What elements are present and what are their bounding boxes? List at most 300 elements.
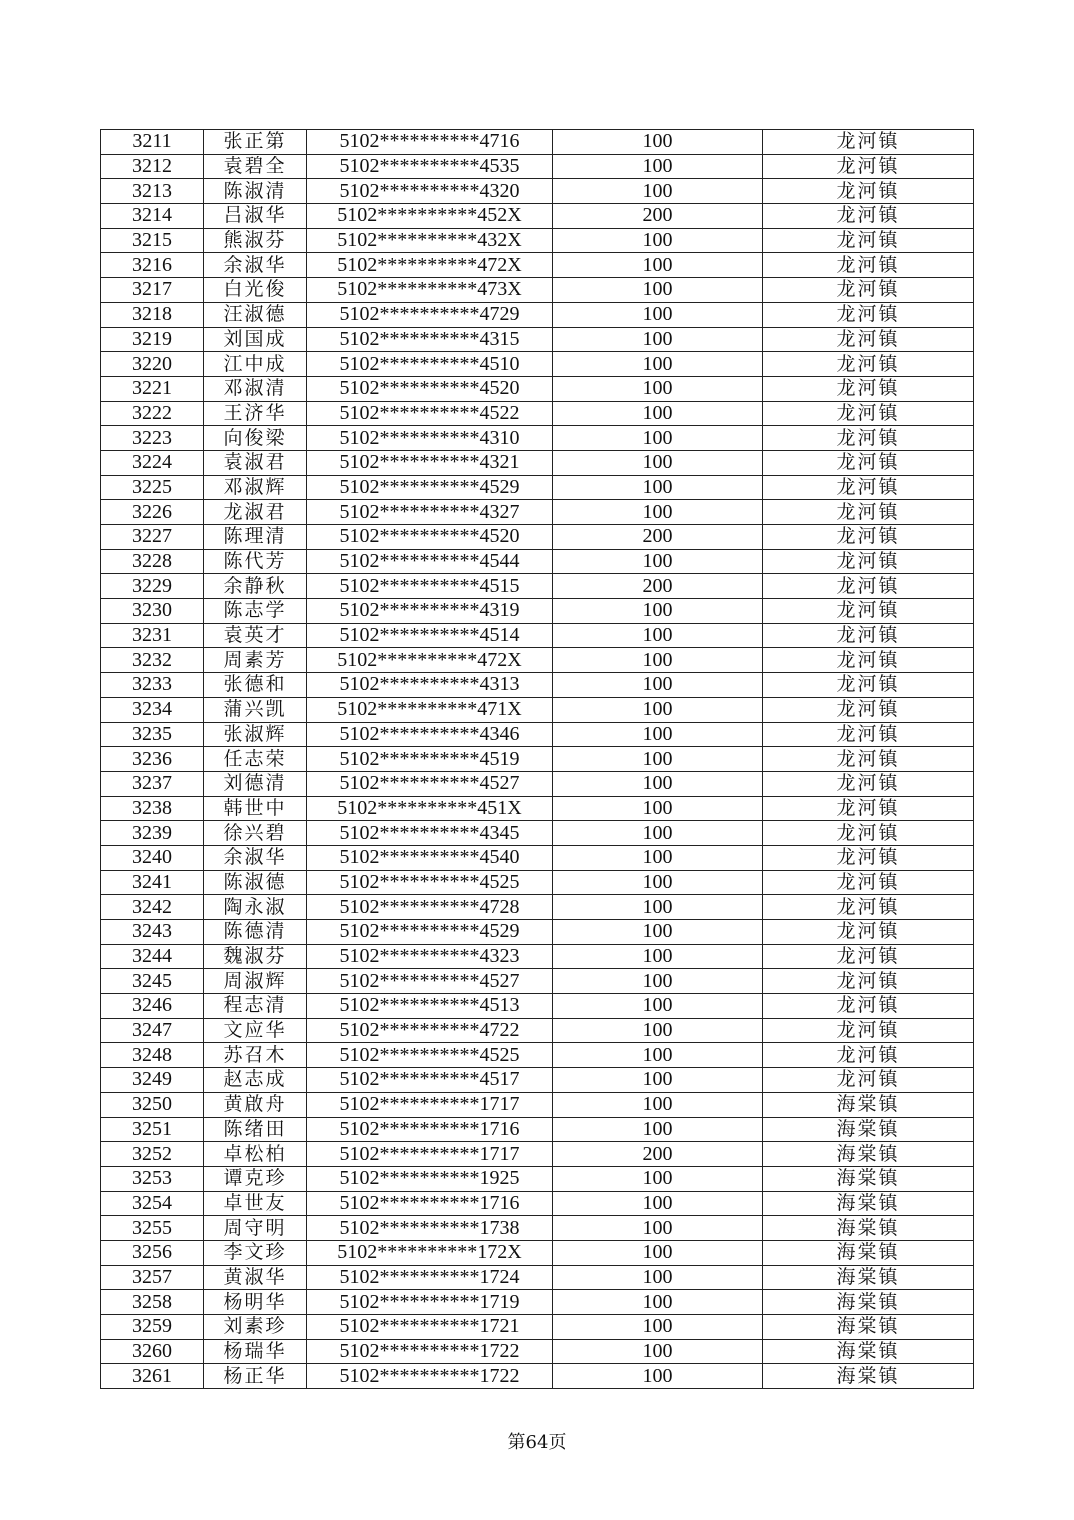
amount-cell: 100 (553, 771, 763, 796)
town-cell: 龙河镇 (763, 130, 974, 155)
serial-number-cell: 3222 (101, 401, 204, 426)
table-row (101, 1142, 974, 1167)
roster-table-body (101, 130, 974, 1389)
amount-cell: 100 (553, 500, 763, 525)
town-cell: 龙河镇 (763, 623, 974, 648)
serial-number-cell: 3256 (101, 1240, 204, 1265)
serial-number-cell: 3243 (101, 920, 204, 945)
amount-cell: 100 (553, 278, 763, 303)
town-cell: 海棠镇 (763, 1315, 974, 1340)
town-cell: 龙河镇 (763, 500, 974, 525)
town-cell: 龙河镇 (763, 228, 974, 253)
town-cell: 龙河镇 (763, 845, 974, 870)
name-cell: 白光俊 (204, 278, 307, 303)
table-row (101, 204, 974, 229)
serial-number-cell: 3224 (101, 450, 204, 475)
serial-number-cell: 3237 (101, 771, 204, 796)
town-cell: 龙河镇 (763, 1043, 974, 1068)
serial-number-cell: 3242 (101, 895, 204, 920)
table-row (101, 870, 974, 895)
id-number-cell: 5102**********1738 (307, 1216, 553, 1241)
table-row (101, 697, 974, 722)
name-cell: 周守明 (204, 1216, 307, 1241)
id-number-cell: 5102**********4520 (307, 376, 553, 401)
table-row (101, 845, 974, 870)
serial-number-cell: 3228 (101, 549, 204, 574)
table-row (101, 771, 974, 796)
serial-number-cell: 3260 (101, 1339, 204, 1364)
id-number-cell: 5102**********4729 (307, 302, 553, 327)
id-number-cell: 5102**********4327 (307, 500, 553, 525)
id-number-cell: 5102**********4346 (307, 722, 553, 747)
amount-cell: 100 (553, 623, 763, 648)
name-cell: 江中成 (204, 352, 307, 377)
table-row (101, 179, 974, 204)
id-number-cell: 5102**********1722 (307, 1364, 553, 1389)
roster-table (100, 129, 974, 1389)
id-number-cell: 5102**********452X (307, 204, 553, 229)
id-number-cell: 5102**********4510 (307, 352, 553, 377)
serial-number-cell: 3215 (101, 228, 204, 253)
id-number-cell: 5102**********472X (307, 648, 553, 673)
amount-cell: 100 (553, 179, 763, 204)
amount-cell: 100 (553, 302, 763, 327)
id-number-cell: 5102**********4323 (307, 944, 553, 969)
serial-number-cell: 3257 (101, 1265, 204, 1290)
serial-number-cell: 3254 (101, 1191, 204, 1216)
serial-number-cell: 3217 (101, 278, 204, 303)
name-cell: 余静秋 (204, 574, 307, 599)
serial-number-cell: 3240 (101, 845, 204, 870)
amount-cell: 100 (553, 673, 763, 698)
id-number-cell: 5102**********4722 (307, 1018, 553, 1043)
serial-number-cell: 3218 (101, 302, 204, 327)
amount-cell: 100 (553, 747, 763, 772)
name-cell: 陈德清 (204, 920, 307, 945)
table-row (101, 1018, 974, 1043)
amount-cell: 100 (553, 994, 763, 1019)
table-row (101, 1068, 974, 1093)
id-number-cell: 5102**********451X (307, 796, 553, 821)
town-cell: 海棠镇 (763, 1191, 974, 1216)
serial-number-cell: 3226 (101, 500, 204, 525)
amount-cell: 100 (553, 1166, 763, 1191)
town-cell: 龙河镇 (763, 327, 974, 352)
town-cell: 龙河镇 (763, 994, 974, 1019)
serial-number-cell: 3246 (101, 994, 204, 1019)
table-row (101, 1364, 974, 1389)
amount-cell: 100 (553, 599, 763, 624)
town-cell: 海棠镇 (763, 1092, 974, 1117)
amount-cell: 200 (553, 525, 763, 550)
table-row (101, 747, 974, 772)
table-row (101, 376, 974, 401)
serial-number-cell: 3225 (101, 475, 204, 500)
amount-cell: 100 (553, 352, 763, 377)
amount-cell: 100 (553, 1290, 763, 1315)
id-number-cell: 5102**********4527 (307, 969, 553, 994)
table-row (101, 599, 974, 624)
town-cell: 海棠镇 (763, 1339, 974, 1364)
serial-number-cell: 3220 (101, 352, 204, 377)
amount-cell: 100 (553, 722, 763, 747)
town-cell: 龙河镇 (763, 870, 974, 895)
table-row (101, 623, 974, 648)
serial-number-cell: 3238 (101, 796, 204, 821)
table-row (101, 1216, 974, 1241)
amount-cell: 100 (553, 549, 763, 574)
table-row (101, 895, 974, 920)
id-number-cell: 5102**********4321 (307, 450, 553, 475)
id-number-cell: 5102**********4315 (307, 327, 553, 352)
serial-number-cell: 3250 (101, 1092, 204, 1117)
serial-number-cell: 3227 (101, 525, 204, 550)
serial-number-cell: 3244 (101, 944, 204, 969)
name-cell: 王济华 (204, 401, 307, 426)
id-number-cell: 5102**********432X (307, 228, 553, 253)
serial-number-cell: 3236 (101, 747, 204, 772)
table-row (101, 1191, 974, 1216)
serial-number-cell: 3258 (101, 1290, 204, 1315)
table-row (101, 1339, 974, 1364)
name-cell: 蒲兴凯 (204, 697, 307, 722)
serial-number-cell: 3233 (101, 673, 204, 698)
town-cell: 龙河镇 (763, 821, 974, 846)
name-cell: 黄啟舟 (204, 1092, 307, 1117)
amount-cell: 200 (553, 574, 763, 599)
town-cell: 龙河镇 (763, 475, 974, 500)
town-cell: 龙河镇 (763, 796, 974, 821)
table-row (101, 525, 974, 550)
id-number-cell: 5102**********473X (307, 278, 553, 303)
table-row (101, 673, 974, 698)
table-row (101, 969, 974, 994)
amount-cell: 100 (553, 228, 763, 253)
id-number-cell: 5102**********4313 (307, 673, 553, 698)
town-cell: 龙河镇 (763, 278, 974, 303)
serial-number-cell: 3255 (101, 1216, 204, 1241)
town-cell: 海棠镇 (763, 1166, 974, 1191)
table-row (101, 475, 974, 500)
town-cell: 海棠镇 (763, 1290, 974, 1315)
id-number-cell: 5102**********4517 (307, 1068, 553, 1093)
town-cell: 龙河镇 (763, 697, 974, 722)
town-cell: 海棠镇 (763, 1117, 974, 1142)
serial-number-cell: 3234 (101, 697, 204, 722)
name-cell: 杨正华 (204, 1364, 307, 1389)
name-cell: 杨明华 (204, 1290, 307, 1315)
serial-number-cell: 3261 (101, 1364, 204, 1389)
page-number: 第64页 (507, 1432, 567, 1453)
table-row (101, 994, 974, 1019)
table-row (101, 944, 974, 969)
amount-cell: 100 (553, 475, 763, 500)
serial-number-cell: 3239 (101, 821, 204, 846)
serial-number-cell: 3231 (101, 623, 204, 648)
town-cell: 龙河镇 (763, 895, 974, 920)
table-row (101, 1265, 974, 1290)
table-row (101, 648, 974, 673)
amount-cell: 100 (553, 1043, 763, 1068)
name-cell: 汪淑德 (204, 302, 307, 327)
amount-cell: 100 (553, 821, 763, 846)
town-cell: 龙河镇 (763, 574, 974, 599)
name-cell: 陈代芳 (204, 549, 307, 574)
id-number-cell: 5102**********1717 (307, 1092, 553, 1117)
amount-cell: 100 (553, 1092, 763, 1117)
serial-number-cell: 3214 (101, 204, 204, 229)
amount-cell: 100 (553, 1117, 763, 1142)
serial-number-cell: 3229 (101, 574, 204, 599)
town-cell: 海棠镇 (763, 1240, 974, 1265)
serial-number-cell: 3241 (101, 870, 204, 895)
id-number-cell: 5102**********4519 (307, 747, 553, 772)
serial-number-cell: 3211 (101, 130, 204, 155)
serial-number-cell: 3230 (101, 599, 204, 624)
amount-cell: 100 (553, 796, 763, 821)
name-cell: 苏召木 (204, 1043, 307, 1068)
town-cell: 龙河镇 (763, 549, 974, 574)
amount-cell: 100 (553, 1364, 763, 1389)
name-cell: 余淑华 (204, 845, 307, 870)
amount-cell: 100 (553, 870, 763, 895)
name-cell: 文应华 (204, 1018, 307, 1043)
name-cell: 袁碧全 (204, 154, 307, 179)
id-number-cell: 5102**********4515 (307, 574, 553, 599)
id-number-cell: 5102**********4535 (307, 154, 553, 179)
table-row (101, 352, 974, 377)
serial-number-cell: 3251 (101, 1117, 204, 1142)
amount-cell: 100 (553, 450, 763, 475)
town-cell: 龙河镇 (763, 1018, 974, 1043)
amount-cell: 100 (553, 253, 763, 278)
name-cell: 周淑辉 (204, 969, 307, 994)
name-cell: 李文珍 (204, 1240, 307, 1265)
name-cell: 陶永淑 (204, 895, 307, 920)
name-cell: 杨瑞华 (204, 1339, 307, 1364)
serial-number-cell: 3252 (101, 1142, 204, 1167)
name-cell: 卓松柏 (204, 1142, 307, 1167)
table-row (101, 821, 974, 846)
name-cell: 刘国成 (204, 327, 307, 352)
table-row (101, 1166, 974, 1191)
id-number-cell: 5102**********1722 (307, 1339, 553, 1364)
name-cell: 陈志学 (204, 599, 307, 624)
name-cell: 程志清 (204, 994, 307, 1019)
name-cell: 陈理清 (204, 525, 307, 550)
town-cell: 龙河镇 (763, 401, 974, 426)
serial-number-cell: 3216 (101, 253, 204, 278)
id-number-cell: 5102**********4522 (307, 401, 553, 426)
town-cell: 龙河镇 (763, 599, 974, 624)
amount-cell: 100 (553, 697, 763, 722)
serial-number-cell: 3213 (101, 179, 204, 204)
town-cell: 龙河镇 (763, 179, 974, 204)
town-cell: 龙河镇 (763, 426, 974, 451)
serial-number-cell: 3223 (101, 426, 204, 451)
table-row (101, 450, 974, 475)
serial-number-cell: 3245 (101, 969, 204, 994)
name-cell: 袁淑君 (204, 450, 307, 475)
serial-number-cell: 3248 (101, 1043, 204, 1068)
town-cell: 龙河镇 (763, 154, 974, 179)
amount-cell: 100 (553, 1068, 763, 1093)
amount-cell: 100 (553, 944, 763, 969)
serial-number-cell: 3219 (101, 327, 204, 352)
town-cell: 龙河镇 (763, 1068, 974, 1093)
amount-cell: 100 (553, 130, 763, 155)
table-row (101, 154, 974, 179)
id-number-cell: 5102**********4310 (307, 426, 553, 451)
serial-number-cell: 3249 (101, 1068, 204, 1093)
serial-number-cell: 3253 (101, 1166, 204, 1191)
table-row (101, 500, 974, 525)
id-number-cell: 5102**********4527 (307, 771, 553, 796)
table-row (101, 302, 974, 327)
table-row (101, 426, 974, 451)
table-row (101, 574, 974, 599)
id-number-cell: 5102**********4319 (307, 599, 553, 624)
table-row (101, 130, 974, 155)
amount-cell: 100 (553, 154, 763, 179)
id-number-cell: 5102**********172X (307, 1240, 553, 1265)
table-row (101, 796, 974, 821)
town-cell: 龙河镇 (763, 747, 974, 772)
id-number-cell: 5102**********4540 (307, 845, 553, 870)
id-number-cell: 5102**********471X (307, 697, 553, 722)
serial-number-cell: 3212 (101, 154, 204, 179)
name-cell: 刘德清 (204, 771, 307, 796)
name-cell: 黄淑华 (204, 1265, 307, 1290)
id-number-cell: 5102**********4728 (307, 895, 553, 920)
town-cell: 龙河镇 (763, 648, 974, 673)
amount-cell: 100 (553, 1315, 763, 1340)
amount-cell: 100 (553, 1018, 763, 1043)
name-cell: 龙淑君 (204, 500, 307, 525)
town-cell: 龙河镇 (763, 969, 974, 994)
name-cell: 任志荣 (204, 747, 307, 772)
town-cell: 龙河镇 (763, 920, 974, 945)
amount-cell: 100 (553, 1216, 763, 1241)
name-cell: 陈绪田 (204, 1117, 307, 1142)
name-cell: 张德和 (204, 673, 307, 698)
name-cell: 邓淑清 (204, 376, 307, 401)
amount-cell: 200 (553, 1142, 763, 1167)
amount-cell: 200 (553, 204, 763, 229)
id-number-cell: 5102**********4320 (307, 179, 553, 204)
table-row (101, 1290, 974, 1315)
amount-cell: 100 (553, 1339, 763, 1364)
id-number-cell: 5102**********1724 (307, 1265, 553, 1290)
town-cell: 海棠镇 (763, 1265, 974, 1290)
id-number-cell: 5102**********4345 (307, 821, 553, 846)
id-number-cell: 5102**********4514 (307, 623, 553, 648)
name-cell: 陈淑清 (204, 179, 307, 204)
id-number-cell: 5102**********1925 (307, 1166, 553, 1191)
id-number-cell: 5102**********4529 (307, 920, 553, 945)
name-cell: 向俊梁 (204, 426, 307, 451)
name-cell: 魏淑芬 (204, 944, 307, 969)
town-cell: 龙河镇 (763, 204, 974, 229)
town-cell: 龙河镇 (763, 944, 974, 969)
amount-cell: 100 (553, 969, 763, 994)
table-row (101, 722, 974, 747)
amount-cell: 100 (553, 1240, 763, 1265)
id-number-cell: 5102**********4544 (307, 549, 553, 574)
serial-number-cell: 3247 (101, 1018, 204, 1043)
id-number-cell: 5102**********472X (307, 253, 553, 278)
amount-cell: 100 (553, 648, 763, 673)
amount-cell: 100 (553, 845, 763, 870)
town-cell: 龙河镇 (763, 302, 974, 327)
town-cell: 龙河镇 (763, 525, 974, 550)
town-cell: 龙河镇 (763, 253, 974, 278)
id-number-cell: 5102**********4525 (307, 870, 553, 895)
table-row (101, 327, 974, 352)
town-cell: 龙河镇 (763, 352, 974, 377)
town-cell: 海棠镇 (763, 1364, 974, 1389)
table-row (101, 1117, 974, 1142)
amount-cell: 100 (553, 426, 763, 451)
town-cell: 龙河镇 (763, 450, 974, 475)
name-cell: 邓淑辉 (204, 475, 307, 500)
name-cell: 张淑辉 (204, 722, 307, 747)
id-number-cell: 5102**********1716 (307, 1117, 553, 1142)
amount-cell: 100 (553, 376, 763, 401)
name-cell: 赵志成 (204, 1068, 307, 1093)
amount-cell: 100 (553, 920, 763, 945)
name-cell: 徐兴碧 (204, 821, 307, 846)
name-cell: 余淑华 (204, 253, 307, 278)
name-cell: 谭克珍 (204, 1166, 307, 1191)
serial-number-cell: 3221 (101, 376, 204, 401)
amount-cell: 100 (553, 1265, 763, 1290)
table-row (101, 1240, 974, 1265)
amount-cell: 100 (553, 1191, 763, 1216)
id-number-cell: 5102**********4513 (307, 994, 553, 1019)
name-cell: 袁英才 (204, 623, 307, 648)
table-row (101, 1315, 974, 1340)
amount-cell: 100 (553, 895, 763, 920)
table-row (101, 401, 974, 426)
id-number-cell: 5102**********4529 (307, 475, 553, 500)
town-cell: 龙河镇 (763, 722, 974, 747)
id-number-cell: 5102**********1721 (307, 1315, 553, 1340)
amount-cell: 100 (553, 401, 763, 426)
id-number-cell: 5102**********4520 (307, 525, 553, 550)
serial-number-cell: 3235 (101, 722, 204, 747)
table-row (101, 920, 974, 945)
id-number-cell: 5102**********1717 (307, 1142, 553, 1167)
town-cell: 海棠镇 (763, 1142, 974, 1167)
table-row (101, 1043, 974, 1068)
serial-number-cell: 3259 (101, 1315, 204, 1340)
name-cell: 周素芳 (204, 648, 307, 673)
name-cell: 吕淑华 (204, 204, 307, 229)
town-cell: 龙河镇 (763, 673, 974, 698)
name-cell: 卓世友 (204, 1191, 307, 1216)
id-number-cell: 5102**********1716 (307, 1191, 553, 1216)
name-cell: 熊淑芬 (204, 228, 307, 253)
name-cell: 刘素珍 (204, 1315, 307, 1340)
roster-table-container (100, 129, 973, 1389)
id-number-cell: 5102**********4716 (307, 130, 553, 155)
town-cell: 海棠镇 (763, 1216, 974, 1241)
town-cell: 龙河镇 (763, 376, 974, 401)
table-row (101, 278, 974, 303)
name-cell: 张正第 (204, 130, 307, 155)
table-row (101, 228, 974, 253)
